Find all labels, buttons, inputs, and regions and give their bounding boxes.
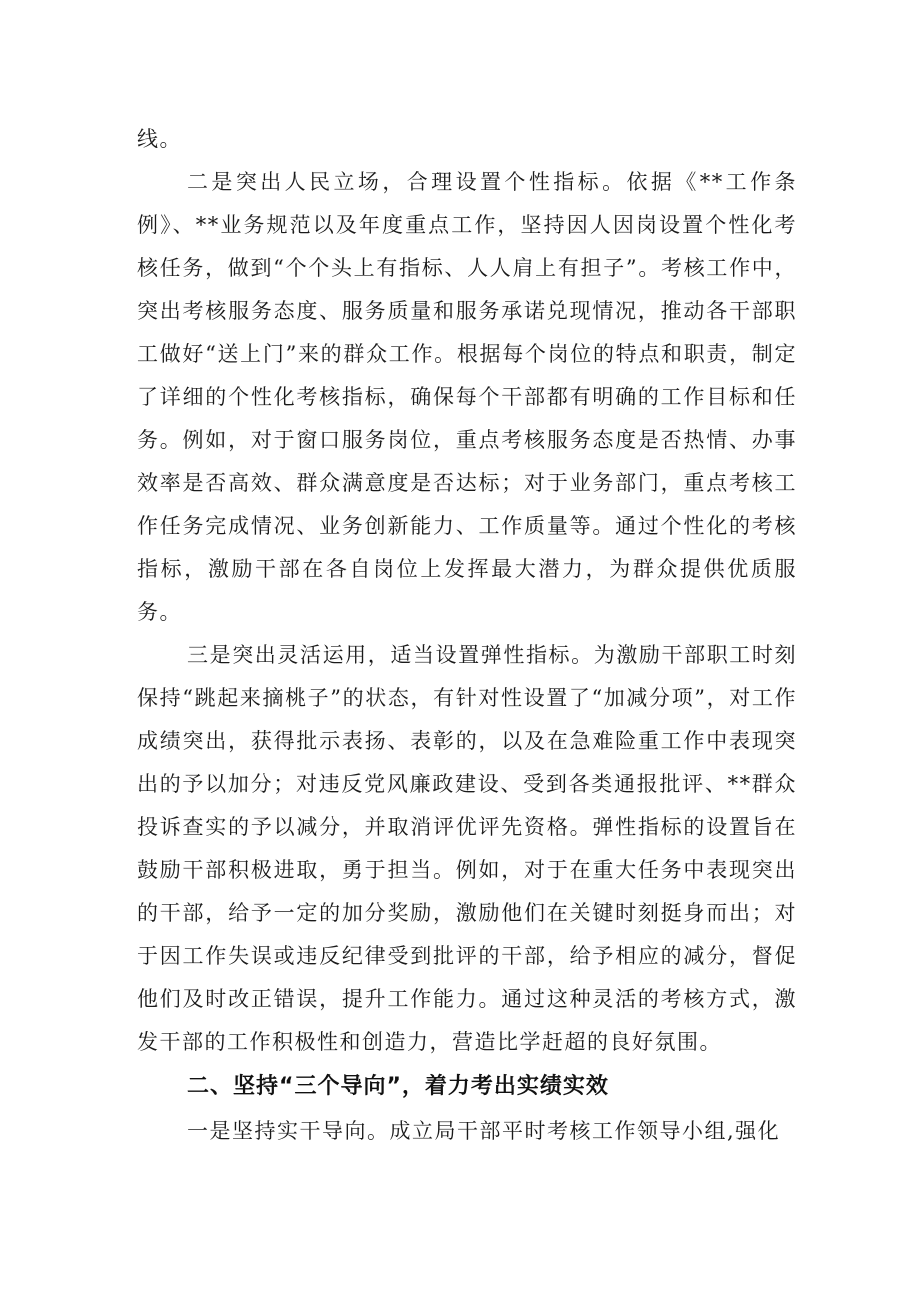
paragraph-practical-orientation: 一是坚持实干导向。成立局干部平时考核工作领导小组,强化	[187, 1119, 781, 1143]
paragraph-fragment: 线。	[137, 127, 182, 151]
paragraph-flexible-indicators: 三是突出灵活运用，适当设置弹性指标。为激励干部职工时刻保持“跳起来摘桃子”的状态，有针对性设置了“加减分项”，对工作成绩突出，获得批示表扬、表彰的，以及在急难险重工作中表现突出的予以加分；对违反党风廉政建设、受到各类通报批评、**群众投诉查实的予以减分，并取消评优评先资格。弹性指标的设置旨在鼓励干部积极进取，勇于担当。例如，对于在重大任务中表现突出的干部，给予一定的加分奖励，激励他们在关键时刻挺身而出；对于因工作失误或违反纪律受到批评的干部，给予相应的减分，督促他们及时改正错误，提升工作能力。通过这种灵活的考核方式，激发干部的工作积极性和创造力，营造比学赶超的良好氛围。	[137, 643, 797, 1054]
paragraph-personal-indicators: 二是突出人民立场，合理设置个性指标。依据《**工作条例》、**业务规范以及年度重点工作，坚持因人因岗设置个性化考核任务，做到“个个头上有指标、人人肩上有担子”。考核工作中，突出考核服务态度、服务质量和服务承诺兑现情况，推动各干部职工做好“送上门”来的群众工作。根据每个岗位的特点和职责，制定了详细的个性化考核指标，确保每个干部都有明确的工作目标和任务。例如，对于窗口服务岗位，重点考核服务态度是否热情、办事效率是否高效、群众满意度是否达标；对于业务部门，重点考核工作任务完成情况、业务创新能力、工作质量等。通过个性化的考核指标，激励干部在各自岗位上发挥最大潜力，为群众提供优质服务。	[137, 170, 797, 624]
section-heading: 二、坚持“三个导向”，着力考出实绩实效	[187, 1074, 609, 1099]
document-page	[137, 118, 797, 1153]
